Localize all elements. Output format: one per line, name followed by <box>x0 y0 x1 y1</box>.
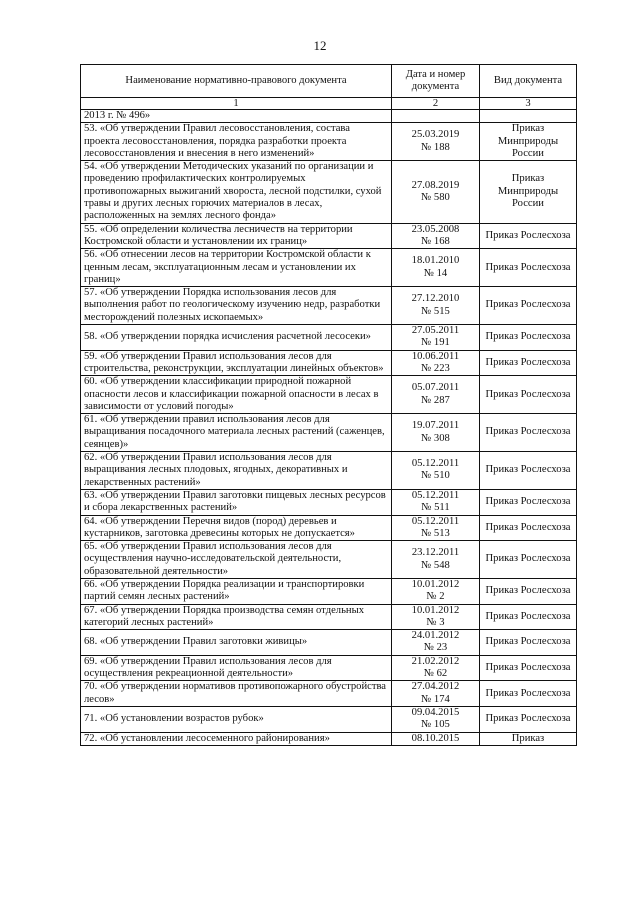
document-number: № 23 <box>423 642 448 654</box>
document-name: 61. «Об утверждении правил использования лесов для выращивания посадочного материала лесных растений (саженцев, сеянцев)» <box>81 414 392 452</box>
document-kind: Приказ Рослесхоза <box>480 414 577 452</box>
table-row <box>81 161 577 223</box>
document-date: 27.08.2019 <box>411 179 460 191</box>
document-number: № 548 <box>421 559 450 571</box>
table-row <box>81 123 577 161</box>
document-name: 63. «Об утверждении Правил заготовки пищевых лесных ресурсов и сбора лекарственных растений» <box>81 489 392 515</box>
table-row <box>81 376 577 414</box>
document-date-number <box>392 630 480 656</box>
document-number: № 3 <box>426 616 445 628</box>
document-number: № 105 <box>421 719 450 731</box>
document-date: 27.12.2010 <box>411 293 460 305</box>
column-number: 3 <box>480 98 577 110</box>
document-kind: Приказ Рослесхоза <box>480 452 577 490</box>
table-row <box>81 630 577 656</box>
table-row <box>81 578 577 604</box>
document-date: 19.07.2011 <box>411 420 460 432</box>
document-date-number <box>392 515 480 541</box>
document-name: 69. «Об утверждении Правил использования лесов для осуществления рекреационной деятельности» <box>81 655 392 681</box>
table-row <box>81 249 577 287</box>
document-date-number <box>392 161 480 223</box>
document-kind: Приказ Рослесхоза <box>480 515 577 541</box>
table-row <box>81 325 577 351</box>
document-date: 18.01.2010 <box>411 255 460 267</box>
document-date: 10.01.2012 <box>411 604 460 616</box>
document-name: 58. «Об утверждении порядка исчисления расчетной лесосеки» <box>81 325 392 351</box>
column-numbers-row <box>81 98 577 110</box>
document-number: № 580 <box>421 191 450 203</box>
document-kind: Приказ Рослесхоза <box>480 325 577 351</box>
document-date-number <box>392 325 480 351</box>
page-number: 12 <box>313 38 327 53</box>
document-kind: Приказ <box>480 732 577 745</box>
document-name: 70. «Об утверждении нормативов противопожарного обустройства лесов» <box>81 681 392 707</box>
document-kind: Приказ Рослесхоза <box>480 681 577 707</box>
document-kind: Приказ Рослесхоза <box>480 376 577 414</box>
table-row <box>81 287 577 325</box>
document-name: 54. «Об утверждении Методических указаний по организации и проведению профилактических контролируемых противопожарных выжиганий хвороста, лесной подстилки, сухой травы и других лесных горючих материалов в лесах, расположенных на землях лесного фонда» <box>81 161 392 223</box>
document-number: № 188 <box>421 141 450 153</box>
document-name: 67. «Об утверждении Порядка производства семян отдельных категорий лесных растений» <box>81 604 392 630</box>
document-date-number <box>392 123 480 161</box>
table-row <box>81 732 577 745</box>
document-number: № 515 <box>421 305 450 317</box>
document-number: № 2 <box>426 591 445 603</box>
document-kind: Приказ Рослесхоза <box>480 578 577 604</box>
document-date-number <box>392 249 480 287</box>
document-name: 53. «Об утверждении Правил лесовосстановления, состава проекта лесовосстановления, порядка разработки проекта лесовосстановления и внесения в него изменений» <box>81 123 392 161</box>
document-date: 09.04.2015 <box>411 706 460 718</box>
document-kind: Приказ Рослесхоза <box>480 287 577 325</box>
document-date: 05.12.2011 <box>411 489 460 501</box>
document-kind: Приказ Рослесхоза <box>480 655 577 681</box>
document-name: 55. «Об определении количества лесничеств на территории Костромской области и установлении их границ» <box>81 223 392 249</box>
table-row <box>81 489 577 515</box>
document-name: 72. «Об установлении лесосеменного районирования» <box>81 732 392 745</box>
continuation-text: 2013 г. № 496» <box>81 110 392 123</box>
document-number: № 510 <box>421 470 450 482</box>
table-row <box>81 681 577 707</box>
document-date: 10.01.2012 <box>411 578 460 590</box>
document-name: 59. «Об утверждении Правил использования лесов для строительства, реконструкции, эксплуатации линейных объектов» <box>81 350 392 376</box>
document-date-number <box>392 541 480 579</box>
document-kind: Приказ Рослесхоза <box>480 706 577 732</box>
continuation-row <box>81 110 577 123</box>
document-date: 05.07.2011 <box>411 382 460 394</box>
document-date-number <box>392 706 480 732</box>
table-row <box>81 414 577 452</box>
document-date-number <box>392 287 480 325</box>
table-row <box>81 541 577 579</box>
document-name: 60. «Об утверждении классификации природной пожарной опасности лесов и классификации пожарной опасности в лесах в зависимости от условий погоды» <box>81 376 392 414</box>
document-kind: Приказ Рослесхоза <box>480 604 577 630</box>
document-number: № 223 <box>421 362 450 374</box>
document-number: № 191 <box>421 337 450 349</box>
document-date-number <box>392 604 480 630</box>
document-number: № 168 <box>421 235 450 247</box>
document-number: № 511 <box>421 502 450 514</box>
documents-table <box>80 64 577 746</box>
document-date-number <box>392 414 480 452</box>
document-kind: Приказ Минприроды России <box>480 123 577 161</box>
document-name: 68. «Об утверждении Правил заготовки живицы» <box>81 630 392 656</box>
table-row <box>81 223 577 249</box>
document-number: № 308 <box>421 432 450 444</box>
document-name: 56. «Об отнесении лесов на территории Костромской области к ценным лесам, эксплуатационным лесам и установлении их границ» <box>81 249 392 287</box>
document-date-number <box>392 350 480 376</box>
table-row <box>81 706 577 732</box>
document-date-number <box>392 681 480 707</box>
document-number: № 287 <box>421 394 450 406</box>
document-kind: Приказ Рослесхоза <box>480 350 577 376</box>
document-date-number <box>392 732 480 745</box>
table-row <box>81 515 577 541</box>
column-number: 1 <box>81 98 392 110</box>
document-kind: Приказ Минприроды России <box>480 161 577 223</box>
table-row <box>81 452 577 490</box>
document-date: 21.02.2012 <box>411 655 460 667</box>
document-date-number <box>392 655 480 681</box>
document-date: 05.12.2011 <box>411 515 460 527</box>
document-kind: Приказ Рослесхоза <box>480 630 577 656</box>
document-date: 24.01.2012 <box>411 630 460 642</box>
document-number: № 174 <box>421 693 450 705</box>
document-kind: Приказ Рослесхоза <box>480 541 577 579</box>
document-name: 71. «Об установлении возрастов рубок» <box>81 706 392 732</box>
document-date: 08.10.2015 <box>411 732 460 744</box>
document-date: 05.12.2011 <box>411 458 460 470</box>
document-kind: Приказ Рослесхоза <box>480 489 577 515</box>
document-date: 23.05.2008 <box>411 223 460 235</box>
document-date-number <box>392 376 480 414</box>
document-name: 65. «Об утверждении Правил использования лесов для осуществления научно-исследовательской деятельности, образовательной деятельности» <box>81 541 392 579</box>
column-number: 2 <box>392 98 480 110</box>
document-date: 23.12.2011 <box>411 547 460 559</box>
document-number: № 513 <box>421 527 450 539</box>
document-name: 62. «Об утверждении Правил использования лесов для выращивания лесных плодовых, ягодных, декоративных и лекарственных растений» <box>81 452 392 490</box>
document-name: 57. «Об утверждении Порядка использования лесов для выполнения работ по геологическому изучению недр, разработки месторождений полезных ископаемых» <box>81 287 392 325</box>
document-kind: Приказ Рослесхоза <box>480 249 577 287</box>
table-row <box>81 655 577 681</box>
document-date-number <box>392 223 480 249</box>
document-date-number <box>392 489 480 515</box>
header-document-kind: Вид документа <box>480 65 577 98</box>
document-name: 66. «Об утверждении Порядка реализации и транспортировки партий семян лесных растений» <box>81 578 392 604</box>
document-name: 64. «Об утверждении Перечня видов (пород) деревьев и кустарников, заготовка древесины которых не допускается» <box>81 515 392 541</box>
document-date: 10.06.2011 <box>411 350 460 362</box>
table-header-row <box>81 65 577 98</box>
document-date-number <box>392 452 480 490</box>
document-number: № 62 <box>423 668 448 680</box>
header-date-number: Дата и номер документа <box>392 65 480 98</box>
document-date: 27.04.2012 <box>411 681 460 693</box>
document-date-number <box>392 578 480 604</box>
document-kind: Приказ Рослесхоза <box>480 223 577 249</box>
document-date: 27.05.2011 <box>411 325 460 337</box>
table-row <box>81 604 577 630</box>
table-row <box>81 350 577 376</box>
document-number: № 14 <box>423 267 448 279</box>
header-document-name: Наименование нормативно-правового документа <box>81 65 392 98</box>
document-date: 25.03.2019 <box>411 129 460 141</box>
